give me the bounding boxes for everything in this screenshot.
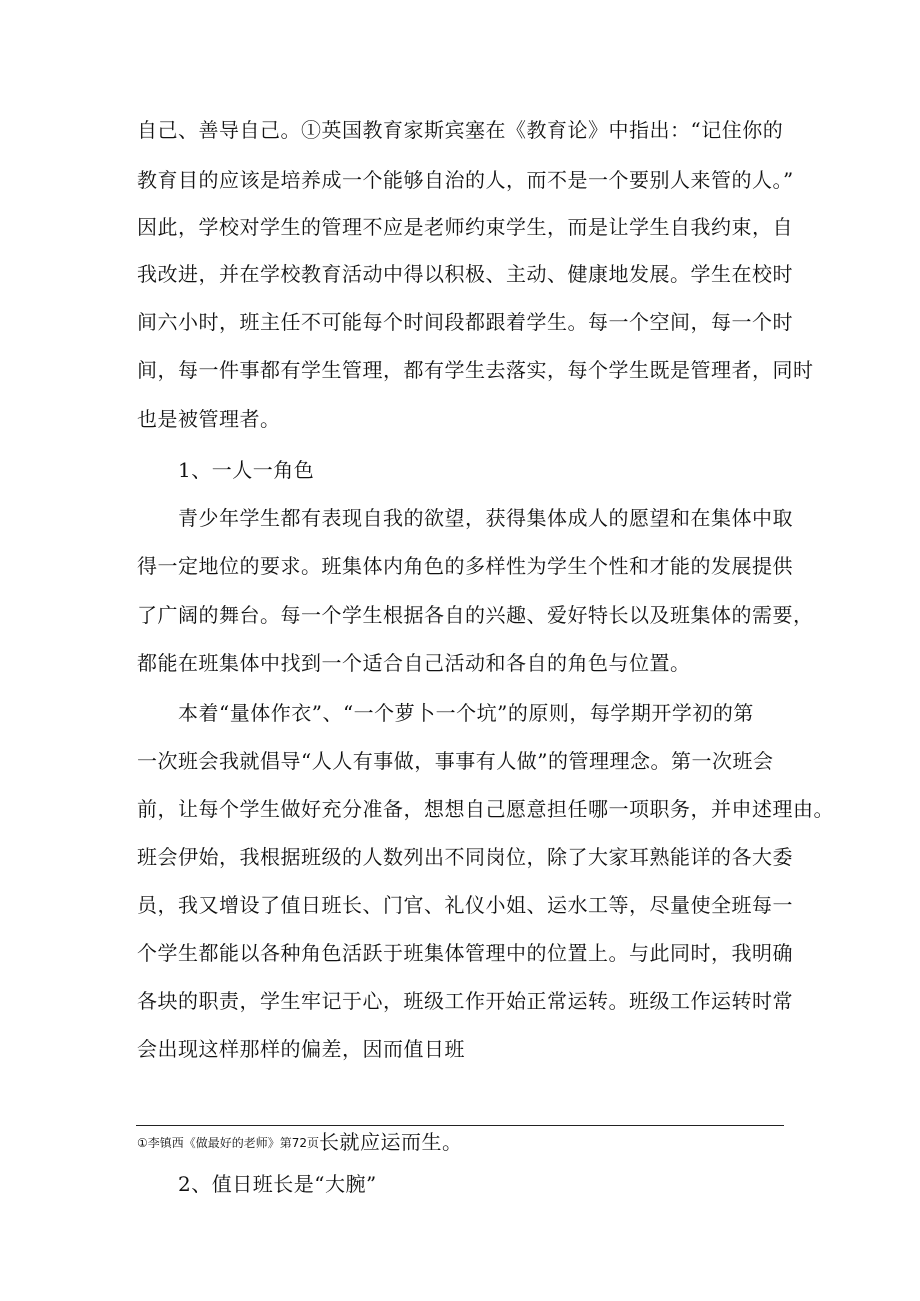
paragraph-1-line-7: 也是被管理者。 (137, 407, 281, 431)
paragraph-3-line-4: 班会伊始，我根据班级的人数列出不同岗位，除了大家耳熟能详的各大委 (137, 845, 793, 869)
paragraph-3-line-8: 会出现这样那样的偏差，因而值日班 (137, 1037, 465, 1061)
paragraph-3-continuation: 长就应运而生。 (319, 1130, 463, 1154)
paragraph-3-line-1: 本着“量体作衣”、“一个萝卜一个坑”的原则，每学期开学初的第 (178, 701, 754, 725)
paragraph-1-line-3: 因此，学校对学生的管理不应是老师约束学生，而是让学生自我约束，自 (137, 215, 793, 239)
paragraph-3-line-6: 个学生都能以各种角色活跃于班集体管理中的位置上。与此同时，我明确 (137, 941, 793, 965)
section-heading-2: 2、值日班长是“大腕” (178, 1172, 377, 1196)
footnote-row (137, 1130, 463, 1156)
paragraph-1-line-6: 间，每一件事都有学生管理，都有学生去落实，每个学生既是管理者，同时 (137, 358, 814, 382)
paragraph-3-line-2: 一次班会我就倡导“人人有事做，事事有人做”的管理理念。第一次班会 (137, 749, 774, 773)
paragraph-1-line-2: 教育目的应该是培养成一个能够自治的人，而不是一个要别人来管的人。” (137, 168, 794, 192)
paragraph-2-line-2: 得一定地位的要求。班集体内角色的多样性为学生个性和才能的发展提供 (137, 554, 793, 578)
paragraph-2-line-1: 青少年学生都有表现自我的欲望，获得集体成人的愿望和在集体中取 (178, 506, 793, 530)
paragraph-1-line-4: 我改进，并在学校教育活动中得以积极、主动、健康地发展。学生在校时 (137, 262, 793, 286)
paragraph-2-line-4: 都能在班集体中找到一个适合自己活动和各自的角色与位置。 (137, 651, 691, 675)
paragraph-1-line-1: 自己、善导自己。①英国教育家斯宾塞在《教育论》中指出：“记住你的 (137, 118, 784, 142)
paragraph-1-line-5: 间六小时，班主任不可能每个时间段都跟着学生。每一个空间，每一个时 (137, 310, 793, 334)
section-heading-1: 1、一人一角色 (178, 458, 315, 482)
paragraph-3-line-5: 员，我又增设了值日班长、门官、礼仪小姐、运水工等，尽量使全班每一 (137, 893, 793, 917)
footnote-text: ①李镇西《做最好的老师》第72页 (137, 1136, 320, 1150)
paragraph-2-line-3: 了广阔的舞台。每一个学生根据各自的兴趣、爱好特长以及班集体的需要， (137, 603, 814, 627)
paragraph-3-line-7: 各块的职责，学生牢记于心，班级工作开始正常运转。班级工作运转时常 (137, 989, 793, 1013)
paragraph-3-line-3: 前，让每个学生做好充分准备，想想自己愿意担任哪一项职务，并申述理由。 (137, 797, 834, 821)
footnote-divider (136, 1125, 784, 1126)
